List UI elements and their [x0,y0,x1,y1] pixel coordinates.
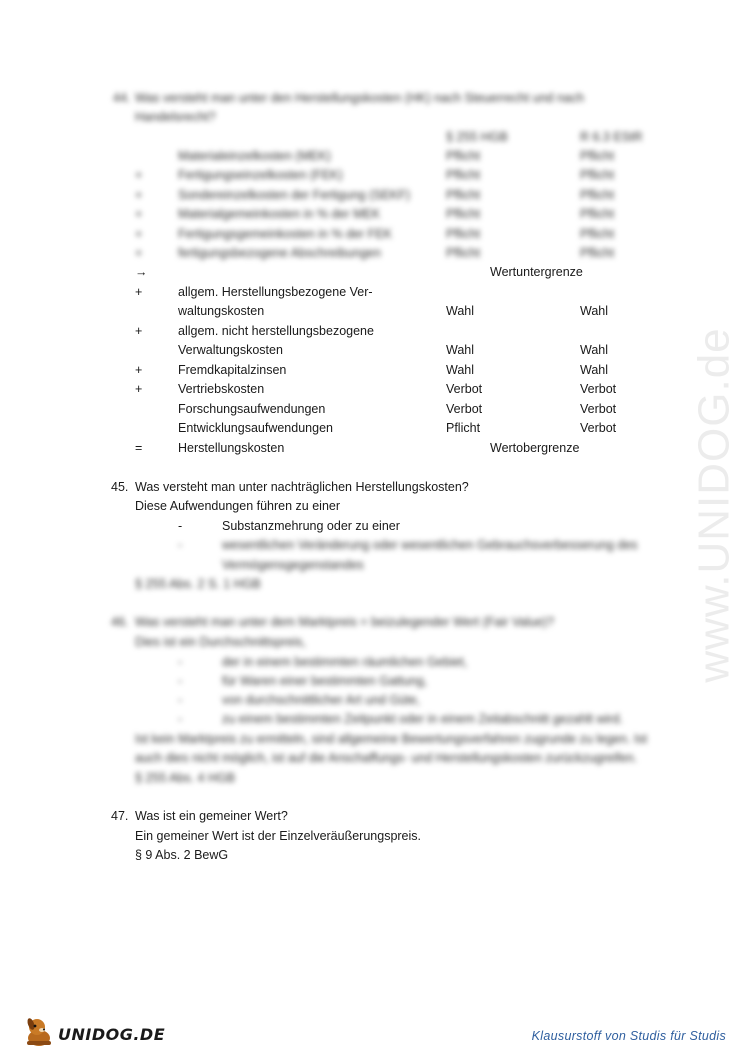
q46-bullet: zu einem bestimmten Zeitpunkt oder in einem Zeitabschnitt gezahlt wird. [222,712,623,726]
q45-bullet-dash: - [178,519,183,533]
row-allgem1-label-a: allgem. Herstellungsbezogene Ver- [178,285,373,299]
row-allgem1-hgb: Wahl [446,304,475,318]
q46-bullet-dash: - [178,693,183,707]
footer-slogan: Klausurstoff von Studis für Studis [531,1029,726,1043]
q44-row-label: Fertigungseinzelkosten (FEK) [178,168,343,182]
row-fremd-hgb: Wahl [446,363,475,377]
q47-reference: § 9 Abs. 2 BewG [135,848,229,862]
q44-row-sign: + [135,207,143,221]
row-allgem1-label-b: waltungskosten [178,304,265,318]
q44-row-hgb: Pflicht [446,188,481,202]
row-forsch-rstr: Verbot [580,402,617,416]
q44-row-label: Materialgemeinkosten in % der MEK [178,207,381,221]
q44-row-rstr: Pflicht [580,207,615,221]
row-entw-rstr: Verbot [580,421,617,435]
row-vertrieb-rstr: Verbot [580,382,617,396]
row-entw-label: Entwicklungsaufwendungen [178,421,333,435]
q46-paragraph-line2: auch dies nicht möglich, ist auf die Anschaffungs- und Herstellungskosten zurückzugreifen. [135,751,638,765]
q44-row-hgb: Pflicht [446,246,481,260]
q46-bullet: für Waren einer bestimmten Gattung, [222,674,428,688]
row-allgem2-label-b: Verwaltungskosten [178,343,283,357]
q45-number: 45. [111,480,129,494]
q44-number: 44. [113,91,131,105]
row-forsch-label: Forschungsaufwendungen [178,402,326,416]
q47-answer: Ein gemeiner Wert ist der Einzelveräußerungspreis. [135,829,422,843]
arrow-icon: → [135,265,148,279]
row-allgem1-sign: + [135,285,143,299]
row-allgem2-hgb: Wahl [446,343,475,357]
q45-bullet-dash: - [178,538,183,552]
row-vertrieb-hgb: Verbot [446,382,483,396]
row-allgem2-label-a: allgem. nicht herstellungsbezogene [178,324,374,338]
row-entw-hgb: Pflicht [446,421,481,435]
q44-col-hgb: § 255 HGB [446,130,508,144]
q46-bullet-dash: - [178,674,183,688]
q44-row-sign: + [135,246,143,260]
q46-bullet: von durchschnittlicher Art und Güte, [222,693,421,707]
q47-number: 47. [111,809,129,823]
row-allgem1-rstr: Wahl [580,304,609,318]
q44-row-sign: + [135,168,143,182]
wertobergrenze-label: Wertobergrenze [490,441,580,455]
q44-question-line2: Handelsrecht? [135,110,216,124]
unidog-logo [22,1012,165,1048]
dog-mascot-icon [22,1014,56,1048]
row-allgem2-rstr: Wahl [580,343,609,357]
q44-row-hgb: Pflicht [446,149,481,163]
q46-bullet-dash: - [178,655,183,669]
q46-question: Was versteht man unter dem Marktpreis = beizulegender Wert (Fair Value)? [135,615,555,629]
q44-row-hgb: Pflicht [446,227,481,241]
q44-row-sign: + [135,227,143,241]
q44-row-rstr: Pflicht [580,227,615,241]
q45-bullet2-line1: wesentlichen Veränderung oder wesentlichen Gebrauchsverbesserung des [222,538,638,552]
row-total-sign: = [135,441,143,455]
q44-row-rstr: Pflicht [580,188,615,202]
q46-bullet: der in einem bestimmten räumlichen Gebiet, [222,655,468,669]
q46-reference: § 255 Abs. 4 HGB [135,771,236,785]
q45-question: Was versteht man unter nachträglichen Herstellungskosten? [135,480,469,494]
q45-reference: § 255 Abs. 2 S. 1 HGB [135,577,261,591]
logo-text: UNIDOG.DE [58,1025,166,1044]
wertuntergrenze-label: Wertuntergrenze [490,265,583,279]
row-allgem2-sign: + [135,324,143,338]
row-fremd-label: Fremdkapitalzinsen [178,363,287,377]
q46-intro: Dies ist ein Durchschnittspreis, [135,635,306,649]
watermark-text: www.UNIDOG.de [690,327,740,683]
q44-row-hgb: Pflicht [446,168,481,182]
q44-col-rstr: R 6.3 EStR [580,130,643,144]
q45-intro: Diese Aufwendungen führen zu einer [135,499,341,513]
q44-row-label: Fertigungsgemeinkosten in % der FEK [178,227,392,241]
q44-row-sign: + [135,188,143,202]
q44-row-rstr: Pflicht [580,149,615,163]
q47-question: Was ist ein gemeiner Wert? [135,809,288,823]
q46-number: 46. [111,615,129,629]
q45-bullet1: Substanzmehrung oder zu einer [222,519,400,533]
q44-question-line1: Was versteht man unter den Herstellungskosten (HK) nach Steuerrecht und nach [135,91,585,105]
q44-row-label: Materialeinzelkosten (MEK) [178,149,331,163]
row-fremd-sign: + [135,363,143,377]
row-forsch-hgb: Verbot [446,402,483,416]
q44-row-label: fertigungsbezogene Abschreibungen [178,246,381,260]
q44-row-rstr: Pflicht [580,168,615,182]
q44-row-rstr: Pflicht [580,246,615,260]
q44-row-hgb: Pflicht [446,207,481,221]
q45-bullet2-line2: Vermögensgegenstandes [222,558,364,572]
watermark [690,275,740,735]
row-fremd-rstr: Wahl [580,363,609,377]
q46-paragraph-line1: Ist kein Marktpreis zu ermitteln, sind allgemeine Bewertungsverfahren zugrunde zu legen. Ist [135,732,648,746]
row-vertrieb-sign: + [135,382,143,396]
q46-bullet-dash: - [178,712,183,726]
q44-row-label: Sondereinzelkosten der Fertigung (SEKF) [178,188,411,202]
row-vertrieb-label: Vertriebskosten [178,382,265,396]
row-total-label: Herstellungskosten [178,441,285,455]
